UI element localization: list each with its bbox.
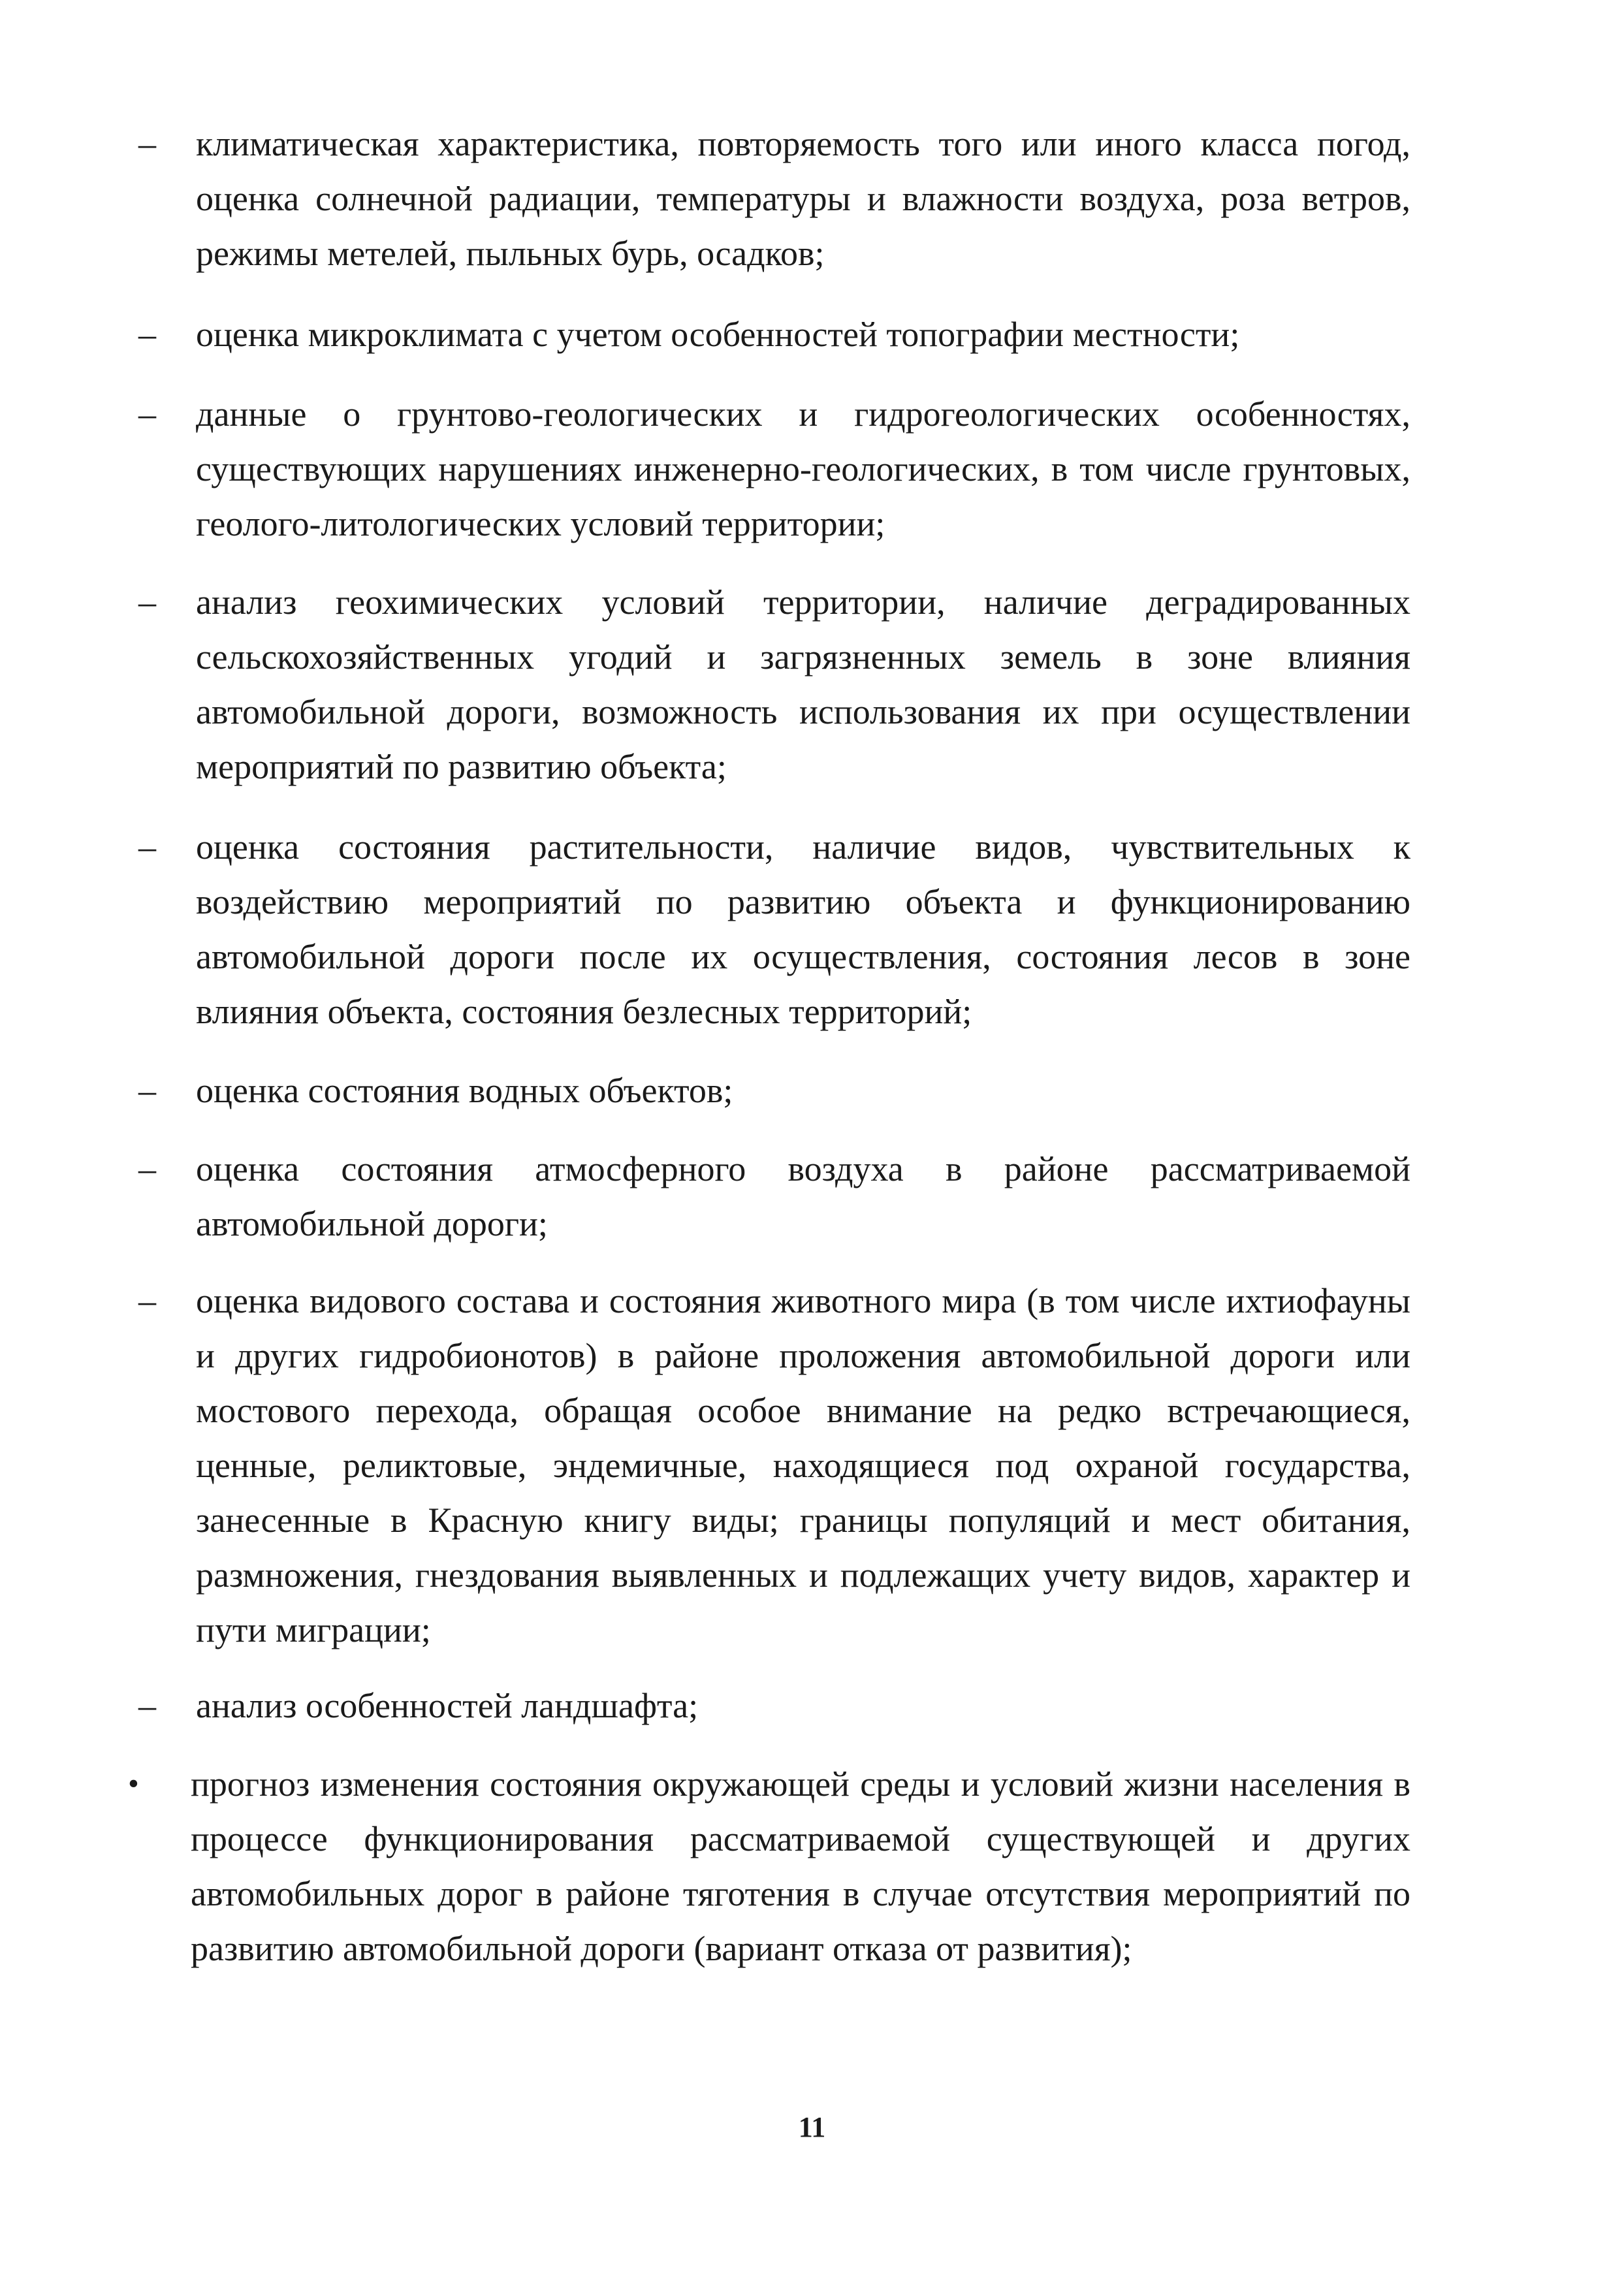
dash-marker: – <box>138 1686 156 1725</box>
list-item-fauna <box>138 1273 1410 1657</box>
list-item-text: анализ особенностей ландшафта; <box>196 1686 699 1725</box>
list-item-vegetation <box>138 820 1410 1039</box>
list-item-text: оценка состояния растительности, наличие видов, чувствительных к воздействию мероприятий по развитию объекта и функционированию автомобильной дороги после их осуществления, состояния лесов в зоне влияния объекта, состояния безлесных территорий; <box>196 827 1410 1031</box>
list-item-text: оценка микроклимата с учетом особенностей топографии местности; <box>196 315 1240 354</box>
page-number: 11 <box>798 2111 826 2143</box>
list-item-water-bodies <box>138 1063 1410 1118</box>
list-item-microclimate <box>138 307 1410 362</box>
list-item-landscape <box>138 1678 1410 1733</box>
dash-marker: – <box>138 315 156 354</box>
list-item-text: оценка состояния водных объектов; <box>196 1071 733 1110</box>
dash-marker: – <box>138 827 156 867</box>
list-item-text: анализ геохимических условий территории, наличие деградированных сельскохозяйственных угодий и загрязненных земель в зоне влияния автомобильной дороги, возможность использования их при осуществлении мероприятий по развитию объекта; <box>196 582 1410 786</box>
list-item-text: климатическая характеристика, повторяемость того или иного класса погод, оценка солнечной радиации, температуры и влажности воздуха, роза ветров, режимы метелей, пыльных бурь, осадков; <box>196 124 1410 273</box>
dash-marker: – <box>138 394 156 434</box>
dash-marker: – <box>138 582 156 622</box>
dash-marker: – <box>138 1149 156 1188</box>
list-item-text: оценка видового состава и состояния животного мира (в том числе ихтиофауны и других гидробионотов) в районе проложения автомобильной дороги или мостового перехода, обращая особое внимание на редко встречающиеся, ценные, реликтовые, эндемичные, находящиеся под охраной государства, занесенные в Красную книгу виды; границы популяций и мест обитания, размножения, гнездования выявленных и подлежащих учету видов, характер и пути миграции; <box>196 1281 1410 1649</box>
list-item-geology <box>138 387 1410 551</box>
dash-marker: – <box>138 1281 156 1320</box>
bullet-marker: • <box>128 1766 139 1801</box>
dash-marker: – <box>138 1071 156 1110</box>
list-item-air-quality <box>138 1141 1410 1251</box>
list-item-geochemistry <box>138 575 1410 794</box>
list-item-text: данные о грунтово-геологических и гидрогеологических особенностях, существующих нарушениях инженерно-геологических, в том числе грунтовых, геолого-литологических условий территории; <box>196 394 1410 543</box>
dash-marker: – <box>138 124 156 163</box>
list-item-climate <box>138 116 1410 281</box>
list-item-text: прогноз изменения состояния окружающей среды и условий жизни населения в процессе функционирования рассматриваемой существующей и других автомобильных дорог в районе тяготения в случае отсутствия мероприятий по развитию автомобильной дороги (вариант отказа от развития); <box>191 1764 1410 1968</box>
list-item-forecast <box>128 1757 1410 1976</box>
list-item-text: оценка состояния атмосферного воздуха в районе рассматриваемой автомобильной дороги; <box>196 1149 1410 1243</box>
